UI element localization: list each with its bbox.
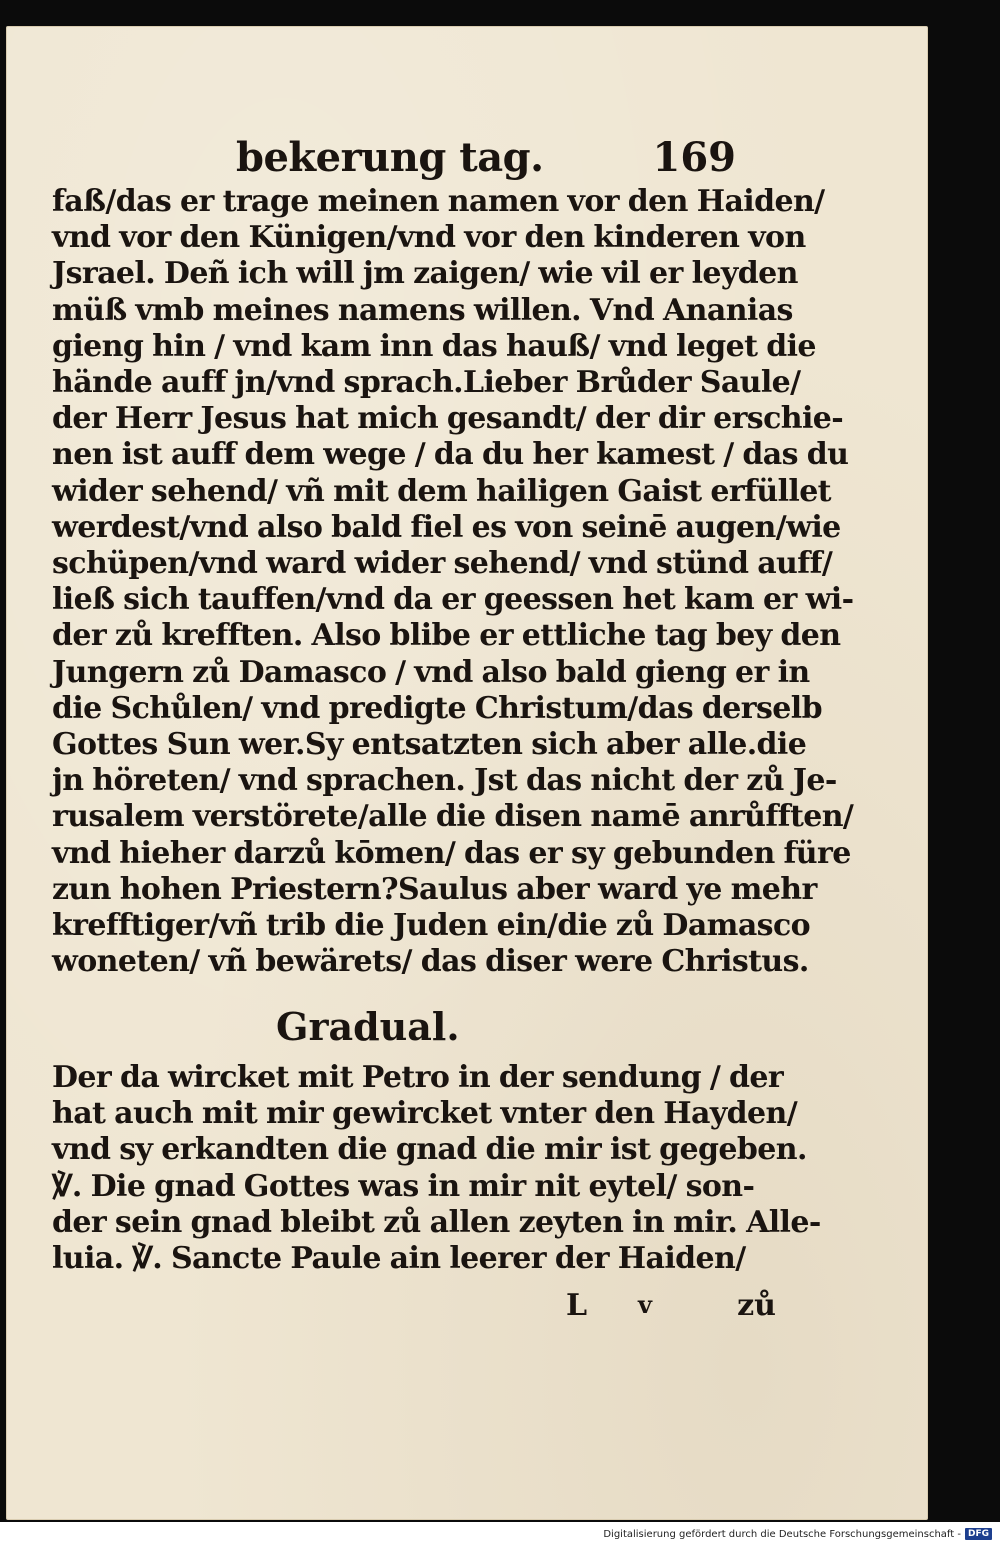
text-line: hat auch mit mir gewircket vnter den Hayden/ (52, 1096, 798, 1132)
text-line: vnd vor den Künigen/vnd vor den kinderen von (52, 220, 806, 256)
running-head-title: bekerung tag. (236, 134, 544, 181)
text-line: Jsrael. Deñ ich will jm zaigen/ wie vil er leyden (52, 256, 798, 292)
text-line: ließ sich tauffen/vnd da er geessen het kam er wi- (52, 582, 854, 618)
text-line: schüpen/vnd ward wider sehend/ vnd stünd auff/ (52, 546, 833, 581)
text-line: rusalem verstörete/alle die disen namē anrůfften/ (52, 799, 854, 835)
text-line: Gottes Sun wer.Sy entsatzten sich aber alle.die (52, 727, 807, 762)
text-line: der Herr Jesus hat mich gesandt/ der dir erschie- (52, 401, 844, 437)
text-line: ℣. Die gnad Gottes was in mir nit eytel/ son- (52, 1168, 755, 1204)
text-line: krefftiger/vñ trib die Juden ein/die zů Damasco (52, 908, 811, 943)
signature-number: v (638, 1290, 652, 1319)
section-heading: Gradual. (276, 1004, 460, 1049)
footer-credit: Digitalisierung gefördert durch die Deutsche Forschungsgemeinschaft - (603, 1528, 961, 1540)
text-line: werdest/vnd also bald fiel es von seinē augen/wie (52, 509, 841, 545)
text-line: woneten/ vñ bewärets/ das diser were Christus. (52, 944, 809, 980)
catchword: zů (737, 1288, 776, 1323)
text-line: hände auff jn/vnd sprach.Lieber Brůder Saule/ (52, 365, 801, 400)
text-line: nen ist auff dem wege / da du her kamest / das du (52, 437, 849, 473)
text-line: luia. ℣. Sancte Paule ain leerer der Haiden/ (52, 1241, 746, 1276)
book-page (6, 26, 928, 1520)
text-line: vnd sy erkandten die gnad die mir ist gegeben. (52, 1132, 807, 1168)
catchwords (566, 1288, 776, 1328)
text-line: die Schůlen/ vnd predigte Christum/das derselb (52, 690, 822, 726)
text-line: Der da wircket mit Petro in der sendung / der (52, 1060, 784, 1095)
text-line: wider sehend/ vñ mit dem hailigen Gaist erfüllet (52, 473, 831, 509)
page-number: 169 (652, 134, 736, 181)
text-line: der zů krefften. Also blibe er ettliche tag bey den (52, 618, 841, 654)
text-line: vnd hieher darzů kōmen/ das er sy gebunden füre (52, 835, 851, 871)
dfg-logo-icon: DFG (965, 1528, 992, 1540)
text-line: zun hohen Priestern?Saulus aber ward ye mehr (52, 871, 817, 907)
text-line: Jungern zů Damasco / vnd also bald gieng er in (52, 654, 810, 690)
digitization-footer (603, 1527, 992, 1541)
text-line: der sein gnad bleibt zů allen zeyten in mir. Alle- (52, 1204, 821, 1240)
text-line: faß/das er trage meinen namen vor den Haiden/ (52, 184, 825, 219)
text-line: gieng hin / vnd kam inn das hauß/ vnd leget die (52, 328, 816, 364)
running-head (236, 134, 736, 184)
text-line: müß vmb meines namens willen. Vnd Ananias (52, 292, 793, 328)
signature-mark: L (566, 1288, 588, 1323)
text-line: jn höreten/ vnd sprachen. Jst das nicht der zů Je- (52, 763, 837, 799)
